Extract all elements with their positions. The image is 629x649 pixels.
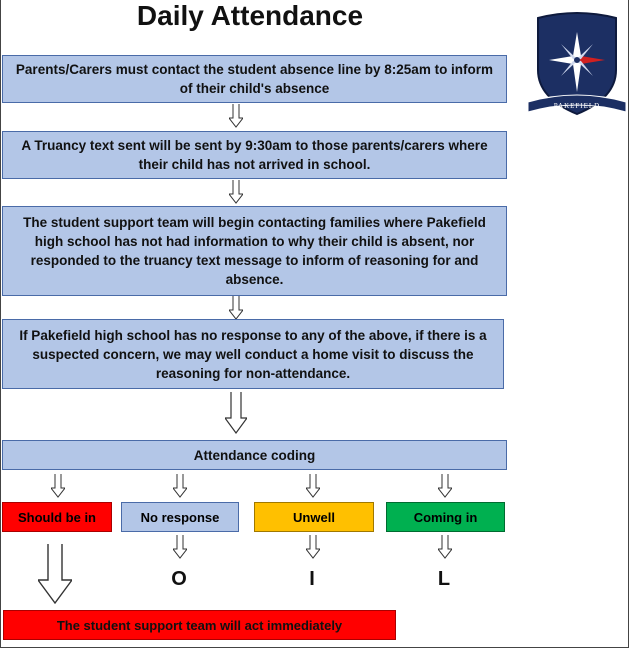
step-contact-absence-line — [2, 55, 507, 103]
arrow-down-icon — [438, 474, 452, 498]
pakefield-logo — [526, 10, 628, 120]
page-title: Daily Attendance — [136, 0, 364, 31]
arrow-down-icon — [229, 296, 243, 320]
arrow-down-icon — [51, 474, 65, 498]
arrow-down-large-icon — [38, 544, 72, 604]
arrow-down-icon — [306, 535, 320, 559]
arrow-down-icon — [306, 474, 320, 498]
coding-label: Attendance coding — [193, 447, 316, 463]
step-text: If Pakefield high school has no response to any of the above, if there is a suspected concern, we may well conduct a home visit to discuss the reasoning for non-attendance. — [19, 327, 487, 381]
category-label: Unwell — [293, 509, 335, 525]
arrow-down-icon — [229, 104, 243, 128]
attendance-coding-header — [2, 440, 507, 470]
category-coming-in — [386, 502, 505, 532]
step-support-team-contact — [2, 206, 507, 296]
category-should-be-in — [2, 502, 112, 532]
step-text: A Truancy text sent will be sent by 9:30am to those parents/carers where their child has not arrived in school. — [21, 138, 488, 172]
arrow-down-icon — [173, 535, 187, 559]
arrow-down-icon — [173, 474, 187, 498]
step-home-visit — [2, 319, 504, 389]
arrow-down-icon — [225, 392, 247, 434]
category-no-response — [121, 502, 239, 532]
final-action-box — [3, 610, 396, 640]
step-truancy-text — [2, 131, 507, 179]
code-unwell: I — [309, 568, 315, 590]
category-unwell — [254, 502, 374, 532]
final-action-text: The student support team will act immediately — [56, 617, 343, 633]
logo-text: PAKEFIELD — [553, 102, 601, 110]
category-label: No response — [140, 509, 220, 525]
code-coming-in: L — [437, 568, 451, 590]
step-text: The student support team will begin contacting families where Pakefield high school has not had information to why their child is absent, nor responded to the truancy text message to inform of reasoning for and absence. — [23, 215, 486, 287]
code-no-response: O — [171, 568, 187, 590]
step-text: Parents/Carers must contact the student absence line by 8:25am to inform of their child's absence — [15, 62, 494, 96]
arrow-down-icon — [438, 535, 452, 559]
arrow-down-icon — [229, 180, 243, 204]
category-label: Should be in — [18, 509, 96, 525]
category-label: Coming in — [413, 509, 478, 525]
